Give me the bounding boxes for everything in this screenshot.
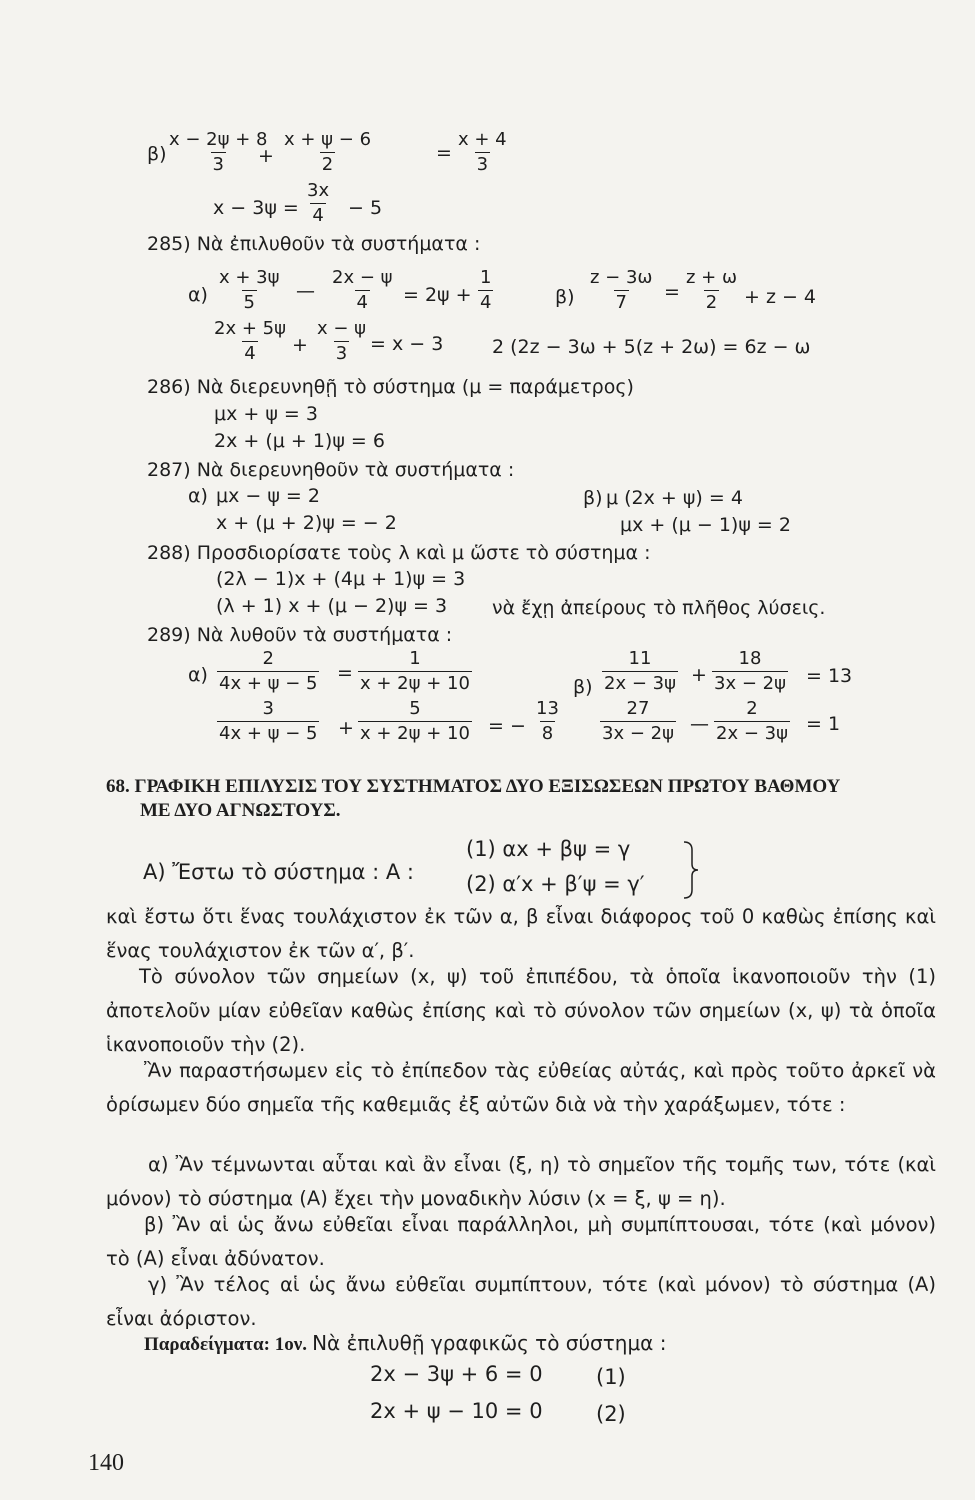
p285-a-label: α) bbox=[188, 284, 208, 306]
p289-b2-rest: = 1 bbox=[806, 713, 841, 735]
p289-b2-minus: — bbox=[690, 713, 709, 735]
p287-b-label: β) bbox=[583, 487, 603, 509]
p284b-label: β) bbox=[147, 143, 167, 165]
p289-a1-eq: = bbox=[337, 662, 353, 684]
case-b: β) Ἂν αἱ ὡς ἄνω εὐθεῖαι εἶναι παράλληλοι, μὴ συμπίπτουσαι, τότε (καὶ μόνον) τὸ (Α) εἶναι ἀδύνατον. bbox=[106, 1213, 936, 1270]
p285-a1-eq: = 2ψ + bbox=[403, 284, 472, 306]
p289-a2-frac3: $\frac{13}{8}$ bbox=[536, 698, 559, 744]
p285-a1-frac2: $\frac{2x - \psi}{4}$ bbox=[332, 267, 393, 313]
p289-b-label: β) bbox=[573, 676, 593, 698]
p284b-equals: = bbox=[436, 142, 452, 164]
example-eq1: 2x − 3ψ + 6 = 0 bbox=[370, 1362, 543, 1386]
p287-a1: μx − ψ = 2 bbox=[216, 485, 320, 507]
p284b-plus: + bbox=[258, 145, 274, 167]
p289-b1-frac1: $\frac{11}{2x - 3\psi}$ bbox=[604, 648, 676, 694]
p285-b2: 2 (2z − 3ω + 5(z + 2ω) = 6z − ω bbox=[492, 336, 811, 358]
p287-heading: 287) Νὰ διερευνηθοῦν τὰ συστήματα : bbox=[147, 459, 515, 481]
p284b-frac1: $\frac{x - 2\psi + 8}{3}$ bbox=[169, 129, 268, 175]
p285-a2-plus: + bbox=[292, 334, 308, 356]
p285-b1-frac2: $\frac{z + \omega}{2}$ bbox=[686, 267, 738, 313]
example-label: Παραδείγματα: 1ον. bbox=[144, 1334, 307, 1355]
system-brace bbox=[680, 840, 700, 900]
case-a: α) Ἂν τέμνωνται αὗται καὶ ἂν εἶναι (ξ, η) τὸ σημεῖον τῆς τομῆς των, τότε (καὶ μόνον) τὸ σύστημα (Α) ἔχει τὴν μοναδικὴν λύσιν (x = ξ, ψ = η). bbox=[106, 1153, 936, 1210]
example-eq1-number: (1) bbox=[596, 1365, 626, 1389]
p289-heading: 289) Νὰ λυθοῦν τὰ συστήματα : bbox=[147, 624, 453, 646]
p288-eq2: (λ + 1) x + (μ − 2)ψ = 3 bbox=[216, 595, 448, 617]
p285-b1-eq: = bbox=[664, 281, 680, 303]
p286-eq1: μx + ψ = 3 bbox=[214, 403, 318, 425]
p287-b2: μx + (μ − 1)ψ = 2 bbox=[620, 514, 791, 536]
example-eq2-number: (2) bbox=[596, 1402, 626, 1426]
p284b-frac4: $\frac{3x}{4}$ bbox=[307, 180, 330, 226]
p286-heading: 286) Νὰ διερευνηθῇ τὸ σύστημα (μ = παράμετρος) bbox=[147, 376, 634, 398]
p289-a2-frac2: $\frac{5}{x + 2\psi + 10}$ bbox=[360, 698, 470, 744]
p284b-frac3: $\frac{x + 4}{3}$ bbox=[458, 129, 507, 175]
p284b-frac2: $\frac{x + \psi - 6}{2}$ bbox=[284, 129, 372, 175]
p287-a2: x + (μ + 2)ψ = − 2 bbox=[216, 512, 397, 534]
p289-a2-eq: = − bbox=[488, 715, 526, 737]
paragraph-2: Τὸ σύνολον τῶν σημείων (x, ψ) τοῦ ἐπιπέδου, τὰ ὁποῖα ἱκανοποιοῦν τὴν (1) ἀποτελοῦν μίαν εὐθεῖαν καθὼς ἐπίσης καὶ τὸ σύνολον τῶν σημείων (x, ψ) τὰ ὁποῖα ἱκανοποιοῦν τὴν (2). bbox=[106, 965, 936, 1056]
p285-a2-frac2: $\frac{x - \psi}{3}$ bbox=[317, 318, 367, 364]
p287-b1: μ (2x + ψ) = 4 bbox=[606, 487, 743, 509]
p285-heading: 285) Νὰ ἐπιλυθοῦν τὰ συστήματα : bbox=[147, 233, 481, 255]
p285-b1-rest: + z − 4 bbox=[744, 286, 817, 308]
p285-a1-minus: — bbox=[296, 280, 315, 302]
paragraph-3: Ἂν παραστήσωμεν εἰς τὸ ἐπίπεδον τὰς εὐθείας αὐτάς, καὶ πρὸς τοῦτο ἀρκεῖ νὰ ὁρίσωμεν δύο σημεῖα τῆς καθεμιᾶς ἐξ αὐτῶν διὰ νὰ τὴν χαράξωμεν, τότε : bbox=[106, 1059, 936, 1116]
p288-heading: 288) Προσδιορίσατε τοὺς λ καὶ μ ὥστε τὸ σύστημα : bbox=[147, 542, 651, 564]
p289-b1-frac2: $\frac{18}{3x - 2\psi}$ bbox=[714, 648, 786, 694]
p289-a2-plus: + bbox=[338, 717, 354, 739]
p289-a1-frac1: $\frac{2}{4x + \psi - 5}$ bbox=[219, 648, 318, 694]
example-eq2: 2x + ψ − 10 = 0 bbox=[370, 1399, 543, 1423]
p287-a-label: α) bbox=[188, 485, 208, 507]
p289-b1-rest: = 13 bbox=[806, 665, 853, 687]
p284b-line2b: − 5 bbox=[348, 197, 383, 219]
p289-a2-frac1: $\frac{3}{4x + \psi - 5}$ bbox=[219, 698, 318, 744]
case-c: γ) Ἂν τέλος αἱ ὡς ἄνω εὐθεῖαι συμπίπτουν, τότε (καὶ μόνον) τὸ σύστημα (Α) εἶναι ἀόριστον. bbox=[106, 1273, 936, 1330]
p288-eq1: (2λ − 1)x + (4μ + 1)ψ = 3 bbox=[216, 568, 466, 590]
p285-b1-frac1: $\frac{z - 3\omega}{7}$ bbox=[590, 267, 653, 313]
system-eq1: (1) αx + βψ = γ bbox=[466, 837, 631, 861]
page-number: 140 bbox=[88, 1450, 124, 1476]
p289-b1-plus: + bbox=[691, 664, 707, 686]
example-text: Νὰ ἐπιλυθῇ γραφικῶς τὸ σύστημα : bbox=[312, 1331, 667, 1355]
p285-b-label: β) bbox=[555, 286, 575, 308]
section-title-line1: 68. ΓΡΑΦΙΚΗ ΕΠΙΛΥΣΙΣ ΤΟΥ ΣΥΣΤΗΜΑΤΟΣ ΔΥΟ ΕΞΙΣΩΣΕΩΝ ΠΡΩΤΟΥ ΒΑΘΜΟΥ bbox=[106, 776, 841, 797]
p285-a2-rest: = x − 3 bbox=[370, 333, 444, 355]
p289-a1-frac2: $\frac{1}{x + 2\psi + 10}$ bbox=[360, 648, 470, 694]
section-title-line2: ΜΕ ΔΥΟ ΑΓΝΩΣΤΟΥΣ. bbox=[140, 800, 341, 821]
p285-a2-frac1: $\frac{2x + 5\psi}{4}$ bbox=[214, 318, 286, 364]
p284b-line2a: x − 3ψ = bbox=[213, 197, 299, 219]
p288-condition: νὰ ἔχῃ ἀπείρους τὸ πλῆθος λύσεις. bbox=[492, 597, 826, 619]
example-line bbox=[144, 1331, 666, 1356]
p289-b2-frac2: $\frac{2}{2x - 3\psi}$ bbox=[716, 698, 788, 744]
system-intro: Α) Ἔστω τὸ σύστημα : Α : bbox=[143, 860, 414, 884]
p289-b2-frac1: $\frac{27}{3x - 2\psi}$ bbox=[602, 698, 674, 744]
system-eq2: (2) α′x + β′ψ = γ′ bbox=[466, 872, 645, 896]
paragraph-1: καὶ ἔστω ὅτι ἕνας τουλάχιστον ἐκ τῶν α, β εἶναι διάφορος τοῦ 0 καθὼς ἐπίσης καὶ ἕνας τουλάχιστον ἐκ τῶν α′, β′. bbox=[106, 905, 936, 962]
p285-a1-frac3: $\frac{1}{4}$ bbox=[480, 267, 492, 313]
p285-a1-frac1: $\frac{x + 3\psi}{5}$ bbox=[219, 267, 280, 313]
p289-a-label: α) bbox=[188, 664, 208, 686]
p286-eq2: 2x + (μ + 1)ψ = 6 bbox=[214, 430, 385, 452]
